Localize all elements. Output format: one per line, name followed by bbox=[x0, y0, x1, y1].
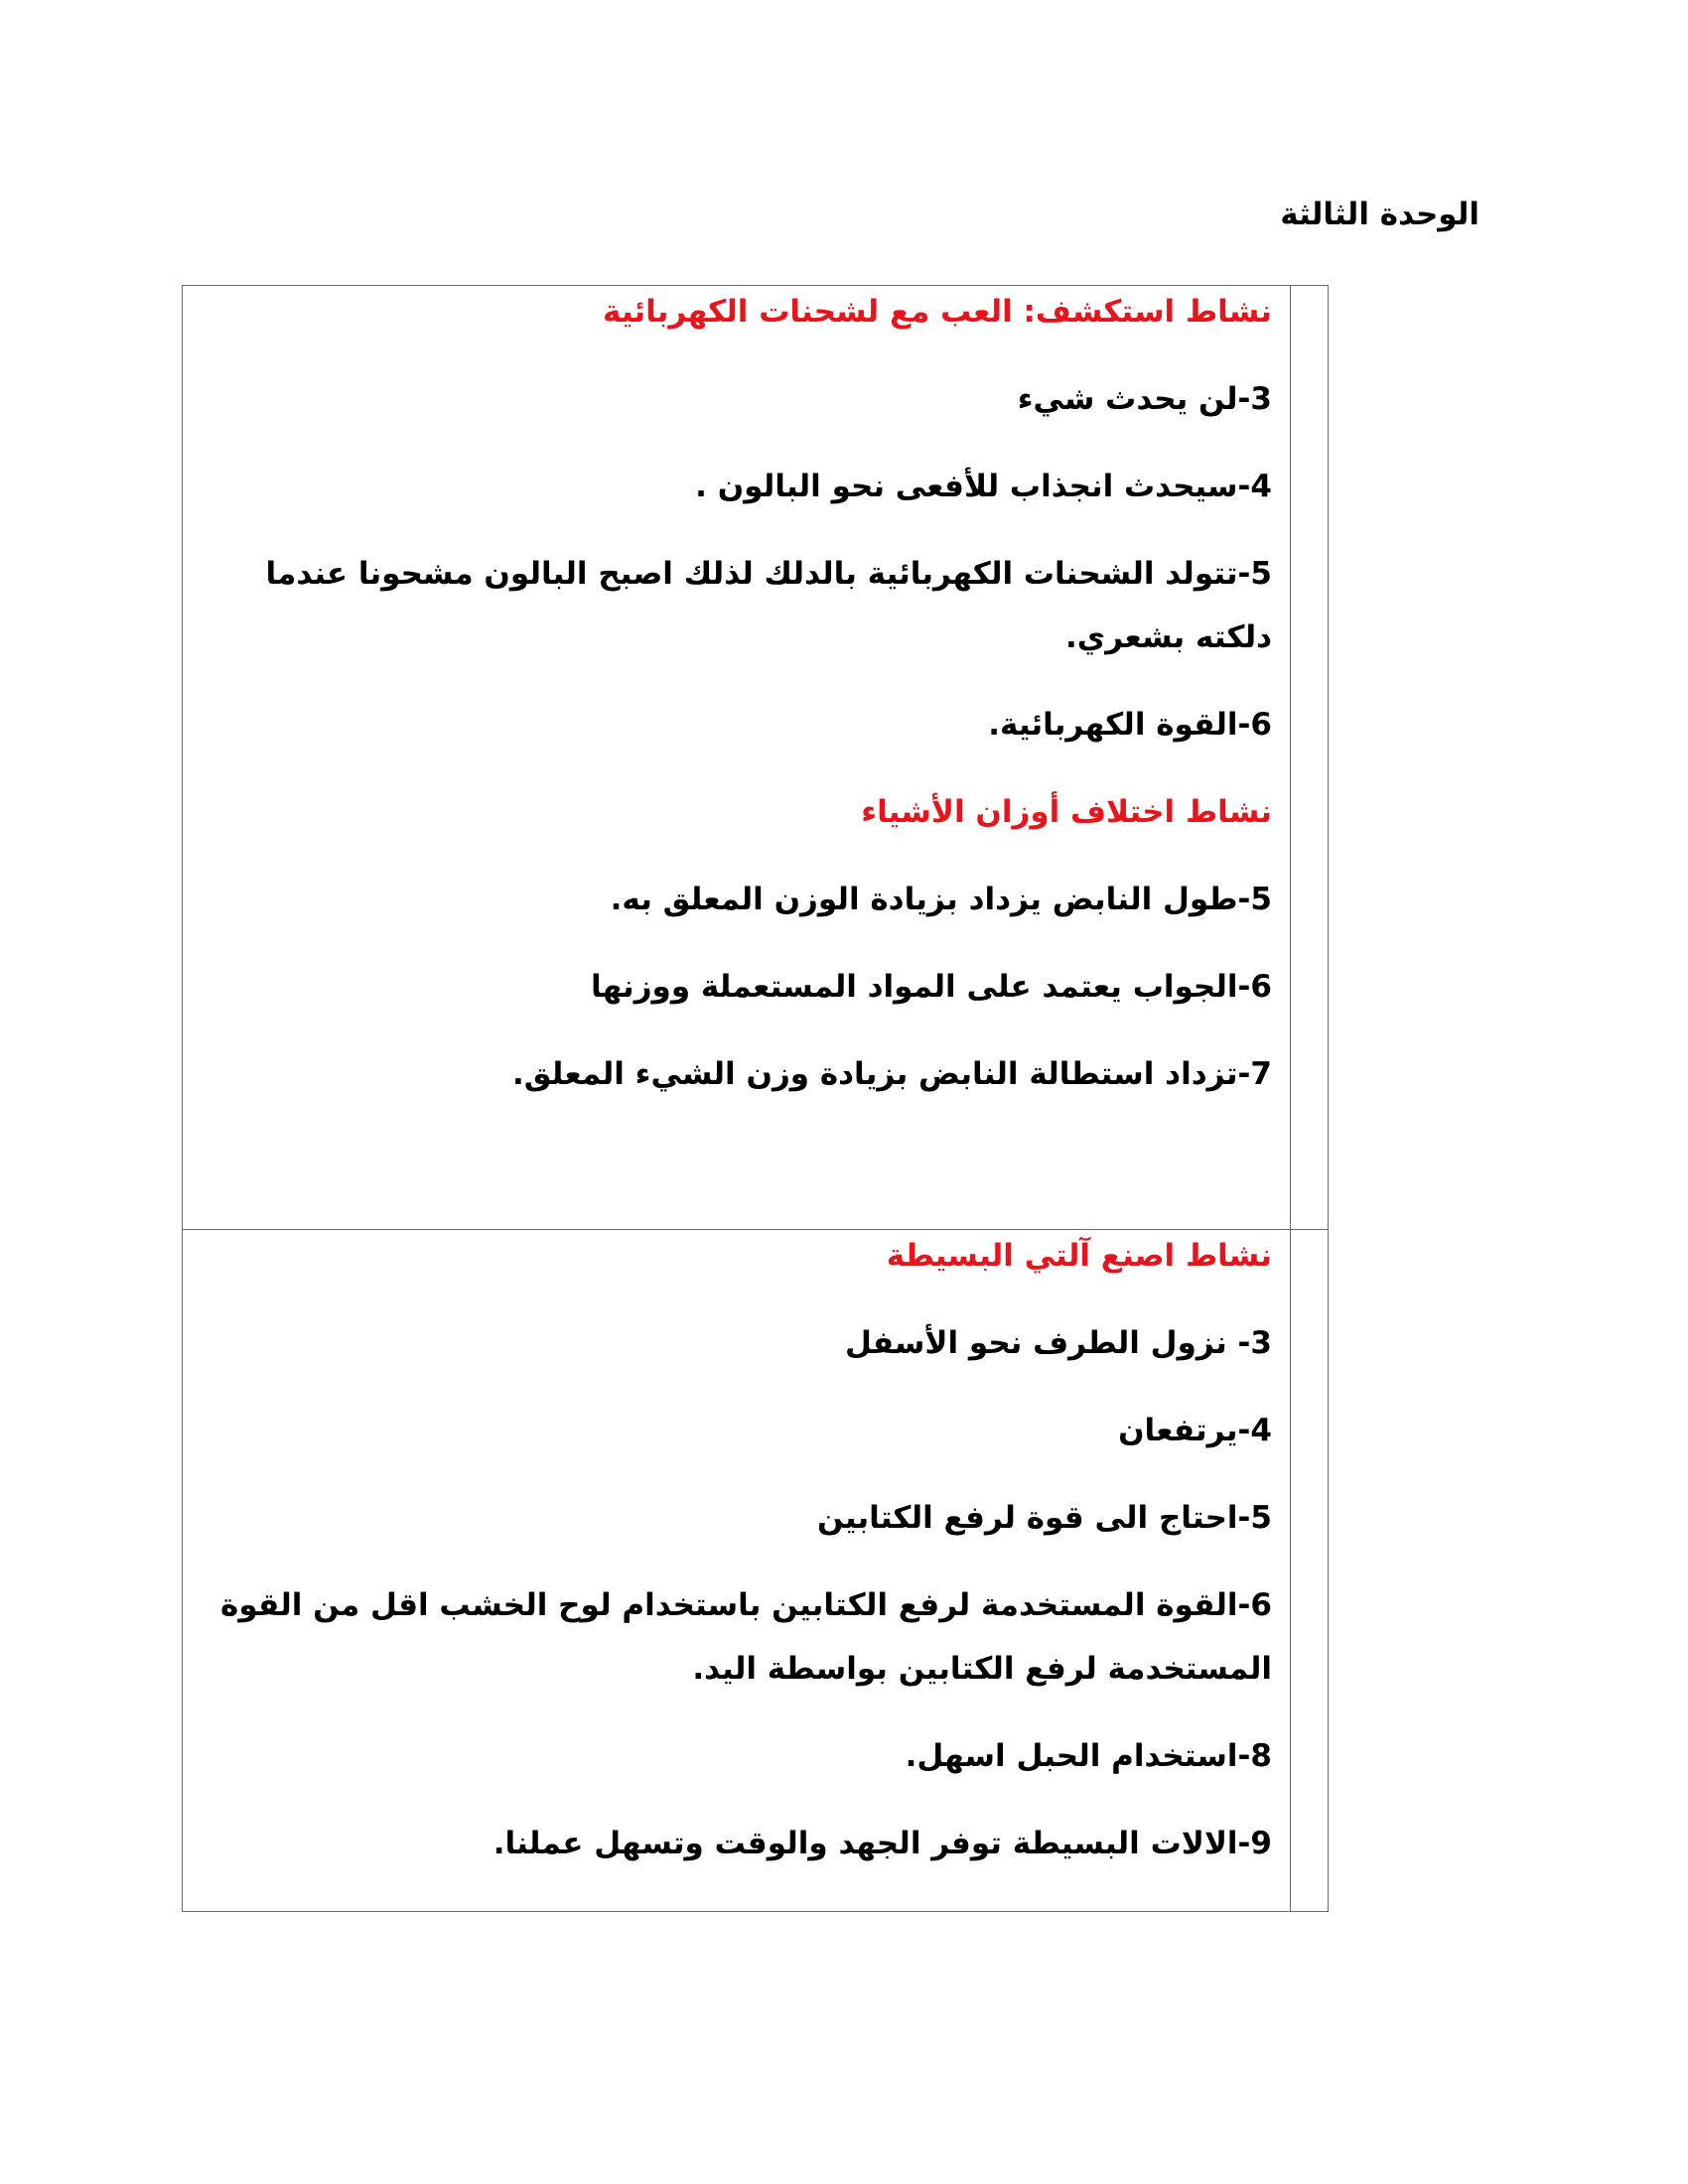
answer-item: 4-سيحدث انجذاب للأفعى نحو البالون . bbox=[695, 469, 1272, 504]
table-row bbox=[183, 286, 1329, 1230]
answer-item: 9-الالات البسيطة توفر الجهد والوقت وتسهل عملنا. bbox=[492, 1826, 1272, 1861]
section-heading-electric-charges: نشاط استكشف: العب مع لشحنات الكهربائية bbox=[603, 294, 1272, 330]
answer-item: 8-استخدام الحبل اسهل. bbox=[905, 1738, 1272, 1774]
answer-item: 5-تتولد الشحنات الكهربائية بالدلك لذلك اصبح البالون مشحونا عندما دلكته بشعري. bbox=[265, 556, 1272, 655]
section-heading-object-weights: نشاط اختلاف أوزان الأشياء bbox=[861, 794, 1272, 830]
content-cell bbox=[183, 1230, 1291, 1912]
answer-item: 4-يرتفعان bbox=[1118, 1413, 1272, 1448]
side-column-cell bbox=[1291, 286, 1329, 1230]
answer-item: 3-لن يحدث شيء bbox=[1017, 381, 1272, 417]
answer-item: 6-الجواب يعتمد على المواد المستعملة ووزنها bbox=[590, 969, 1272, 1005]
table-row bbox=[183, 1230, 1329, 1912]
answer-item: 6-القوة الكهربائية. bbox=[988, 707, 1272, 743]
section-heading-simple-machine: نشاط اصنع آلتي البسيطة bbox=[886, 1238, 1272, 1274]
page-title: الوحدة الثالثة bbox=[1280, 197, 1479, 232]
answers-table bbox=[182, 285, 1329, 1912]
answer-item: 5-طول النابض يزداد بزيادة الوزن المعلق به. bbox=[610, 882, 1272, 917]
side-column-cell bbox=[1291, 1230, 1329, 1912]
answer-item: 7-تزداد استطالة النابض بزيادة وزن الشيء المعلق. bbox=[511, 1056, 1272, 1092]
answer-item: 3- نزول الطرف نحو الأسفل bbox=[844, 1325, 1272, 1361]
content-cell bbox=[183, 286, 1291, 1230]
answer-item: 5-احتاج الى قوة لرفع الكتابين bbox=[816, 1500, 1272, 1536]
answer-item: 6-القوة المستخدمة لرفع الكتابين باستخدام لوح الخشب اقل من القوة المستخدمة لرفع الكتابين بواسطة اليد. bbox=[220, 1587, 1272, 1687]
